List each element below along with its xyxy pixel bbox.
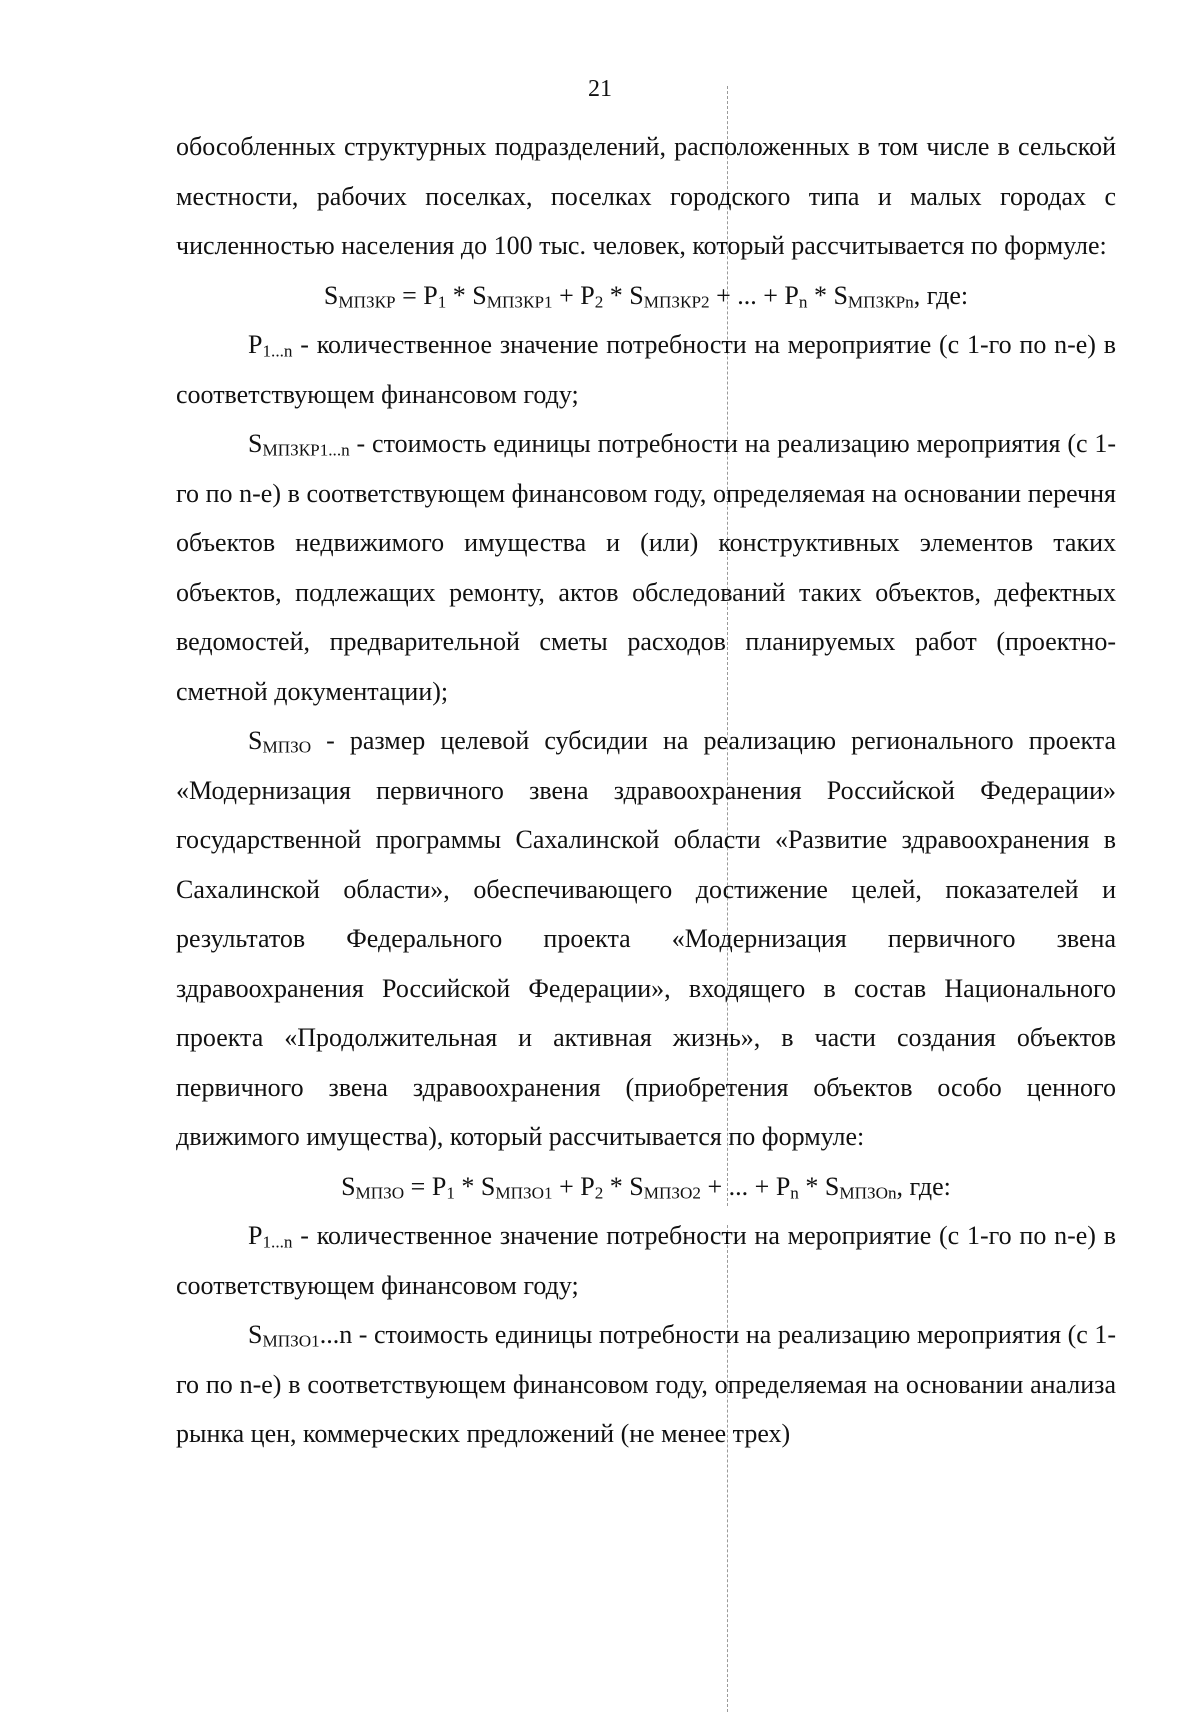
definition-p-count: $P_{1...n}$ - количественное значение потребности на мероприятие (с 1-го по n-е) в соответствующем финансовом году;: [176, 330, 1116, 409]
definition-s-mpzo: $S_{МПЗО}$ - размер целевой субсидии на реализацию регионального проекта «Модернизация первичного звена здравоохранения Российской Федерации» государственной программы Сахалинской области «Развитие здравоохранения в Сахалинской области», обеспечивающего достижение целей, показателей и результатов Федерального проекта «Модернизация первичного звена здравоохранения Российской Федерации», входящего в состав Национального проекта «Продолжительная и активная жизнь», в части создания объектов первичного звена здравоохранения (приобретения объектов особо ценного движимого имущества), который рассчитывается по формуле:: [176, 726, 1116, 1151]
formula-mpzkr: $S_{МПЗКР} = P_1 * S_{МПЗКР1} + P_2 * S_{МПЗКР2}$ + ... + $P_n * S_{МПЗКРn}$, где:: [323, 280, 969, 311]
symbol-s-mpzo1: $S_{МПЗО1}...n$: [248, 1320, 353, 1351]
page-number: 21: [588, 76, 612, 102]
symbol-s-mpzkr: $S_{МПЗКР1...n}$: [248, 429, 350, 460]
formula-mpzo: $S_{МПЗО} = P_1 * S_{МПЗО1} + P_2 * S_{МПЗО2}$ + ... + $P_n * S_{МПЗОn}$, где:: [341, 1171, 951, 1202]
symbol-p: $P_{1...n}$: [248, 1221, 293, 1252]
definition-p-count-2: $P_{1...n}$ - количественное значение потребности на мероприятие (с 1-го по n-е) в соответствующем финансовом году;: [176, 1221, 1116, 1300]
definition-s-mpzo1: $S_{МПЗО1}...n$ - стоимость единицы потребности на реализацию мероприятия (с 1-го по n-е) в соответствующем финансовом году, определяемая на основании анализа рынка цен, коммерческих предложений (не менее трех): [176, 1320, 1116, 1448]
definition-s-mpzkr: $S_{МПЗКР1...n}$ - стоимость единицы потребности на реализацию мероприятия (с 1-го по n-е) в соответствующем финансовом году, определяемая на основании перечня объектов недвижимого имущества и (или) конструктивных элементов таких объектов, подлежащих ремонту, актов обследований таких объектов, дефектных ведомостей, предварительной сметы расходов планируемых работ (проектно-сметной документации);: [176, 429, 1116, 706]
paragraph-intro: обособленных структурных подразделений, расположенных в том числе в сельской местности, рабочих поселках, поселках городского типа и малых городах с численностью населения до 100 тыс. человек, который рассчитывается по формуле:: [176, 132, 1116, 260]
document-body: [176, 122, 1116, 1459]
symbol-p: $P_{1...n}$: [248, 330, 293, 361]
symbol-s-mpzo: $S_{МПЗО}$: [248, 726, 312, 757]
